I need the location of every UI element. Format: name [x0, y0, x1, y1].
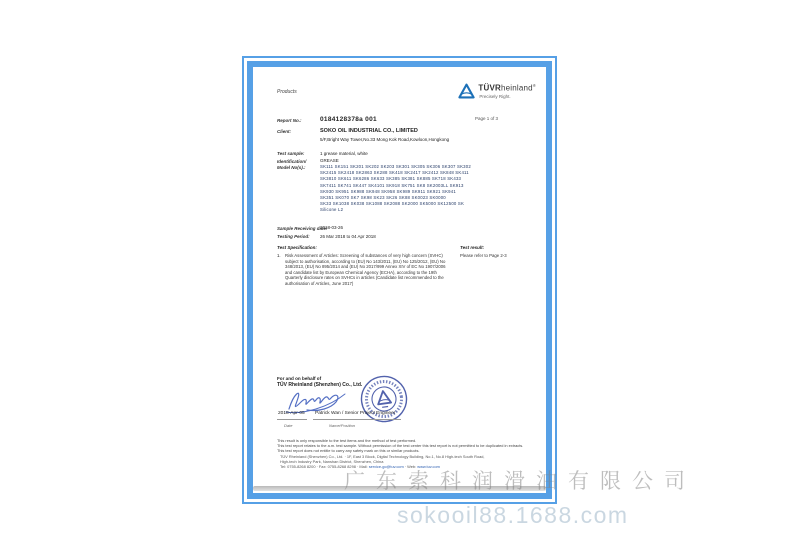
- date-underline: [277, 419, 307, 420]
- footer-address-line: TÜV Rheinland (Shenzhen) Co., Ltd. · 1F, East 3 Block, Digital Technology Building, No.1, No.8 High-tech South Road,: [280, 453, 485, 459]
- test-sample-label: Test sample:: [277, 151, 305, 156]
- signature-name-position: Patrick Wan / Senior Project Engineer: [315, 411, 396, 416]
- footer-contact-sep: · Web:: [403, 464, 418, 470]
- model-line: SK3810 SK611 SK6286 SK633 SK385 SK381 SK885 SK718 SK433: [320, 176, 462, 182]
- model-line: SK33 SK1038 SK038 SK1088 SK2088 SK2000 SK5000 SK12500 SK: [320, 201, 465, 207]
- signature-date: 2018-Apr-05: [278, 411, 305, 416]
- certificate-page: [253, 67, 546, 493]
- client-address: 5/F,Bright Way Tower,No.33 Mong Kok Road,Kowloon,Hongkong: [320, 137, 450, 142]
- identification-label: Identification/: [277, 159, 307, 164]
- footer-contact-prefix: Tel: 0755-8268 8200 · Fax: 0755-8268 8298 · Mail:: [280, 464, 369, 470]
- testing-period-label: Testing Period:: [277, 234, 310, 239]
- test-result-header: Test result:: [460, 245, 485, 250]
- tuv-rheinland-logo: [458, 83, 536, 99]
- model-line: SK111 SK151 SK201 SK202 SK203 SK301 SK305 SK306 SK307 SK302: [320, 164, 471, 169]
- on-behalf-line1: For and on behalf of: [277, 376, 322, 381]
- model-line: SK2415 SK2418 SK2863 SK288 SK418 SK2417 SK2412 SK848 SK411: [320, 170, 469, 176]
- footer-line: This result is only responsible to the test items and the method of test performed.: [277, 438, 417, 443]
- footer-line: This test report relates to the a.m. test sample. Without permission of the test center this test report is not permitted to be duplicated in extracts. This test report does not entitle to carry any safety mark on this or similar products.: [277, 443, 524, 454]
- model-first: GREASE: [320, 158, 339, 163]
- on-behalf-line2: TÜV Rheinland (Shenzhen) Co., Ltd.: [277, 382, 363, 388]
- test-specification-header: Test Specification:: [277, 245, 317, 250]
- spec-item-text: Risk Assessment of Articles: Screening of substances of very high concern (SVHC) subject to authorisation, according to (EU) No 143/2011, (EU) No 125/2012, (EU) No 348/2013, (EU) No 895/2014 and (EU) No 2017/999 Annex XIV of EC No 1907/2006 and candidate list by European Chemical Agency (ECHA), according to the 19th Quarterly disclosure rates on SVHCs in articles (Candidate list recommended to the authorisation of Articles, June 2017): [285, 253, 446, 286]
- model-number-list: [320, 164, 530, 214]
- testing-period-value: 26 Mar 2018 to 04 Apr 2018: [320, 234, 376, 239]
- report-no-label: Report No.:: [277, 118, 302, 123]
- footer-address-line: High-tech Industry Park, Nanshan District, Shenzhen, China: [280, 458, 384, 464]
- test-sample-value: 1 grease material, white: [320, 151, 368, 156]
- model-line: SK930 SK951 SK988 SK948 SK958 SK989 SK911 SK921 SK941: [320, 188, 456, 194]
- client-label: Client:: [277, 129, 291, 134]
- receiving-date-label: Sample Receiving date:: [277, 226, 328, 231]
- certificate-inner-frame: [247, 61, 552, 499]
- watermark-company-name: 广东索科润滑油有限公司: [344, 469, 696, 493]
- spec-item-result: Please refer to Page 2-3: [460, 253, 507, 258]
- spec-item-number: 1.: [277, 253, 281, 258]
- name-underline: [313, 419, 401, 420]
- brand-tagline: Precisely Right.: [479, 93, 511, 99]
- model-line: SK351 SK070 SK7 SK98 SK23 SK26 SK88 SK0023 SK0000: [320, 195, 446, 201]
- receiving-date-value: 2018-03-26: [320, 225, 344, 230]
- company-seal-stamp: [359, 374, 409, 429]
- model-label: Model No(s).:: [277, 165, 306, 170]
- date-label: Date: [284, 423, 293, 428]
- certificate-document: [242, 56, 557, 504]
- footer-web-link[interactable]: www.tuv.com: [417, 464, 440, 470]
- model-line: Silicone L2: [320, 207, 344, 213]
- watermark-shop-url: sokooil88.1688.com: [397, 502, 629, 528]
- division-label: Products: [277, 89, 297, 95]
- footer-mail-link[interactable]: service-gc@tuv.com: [368, 464, 404, 470]
- client-name: SOKO OIL INDUSTRIAL CO., LIMITED: [320, 128, 418, 134]
- model-line: SK7411 SK741 SK447 SK4101 SK918 SK751 SK8 SK2003LL SK913: [320, 182, 464, 188]
- name-position-label: Name/Position: [329, 423, 356, 428]
- page-indicator: Page 1 of 3: [475, 116, 499, 121]
- brand-name: TÜVRheinland®: [478, 83, 536, 93]
- report-no-value: 0184128378a 001: [320, 116, 377, 123]
- tuv-triangle-icon: [458, 83, 475, 99]
